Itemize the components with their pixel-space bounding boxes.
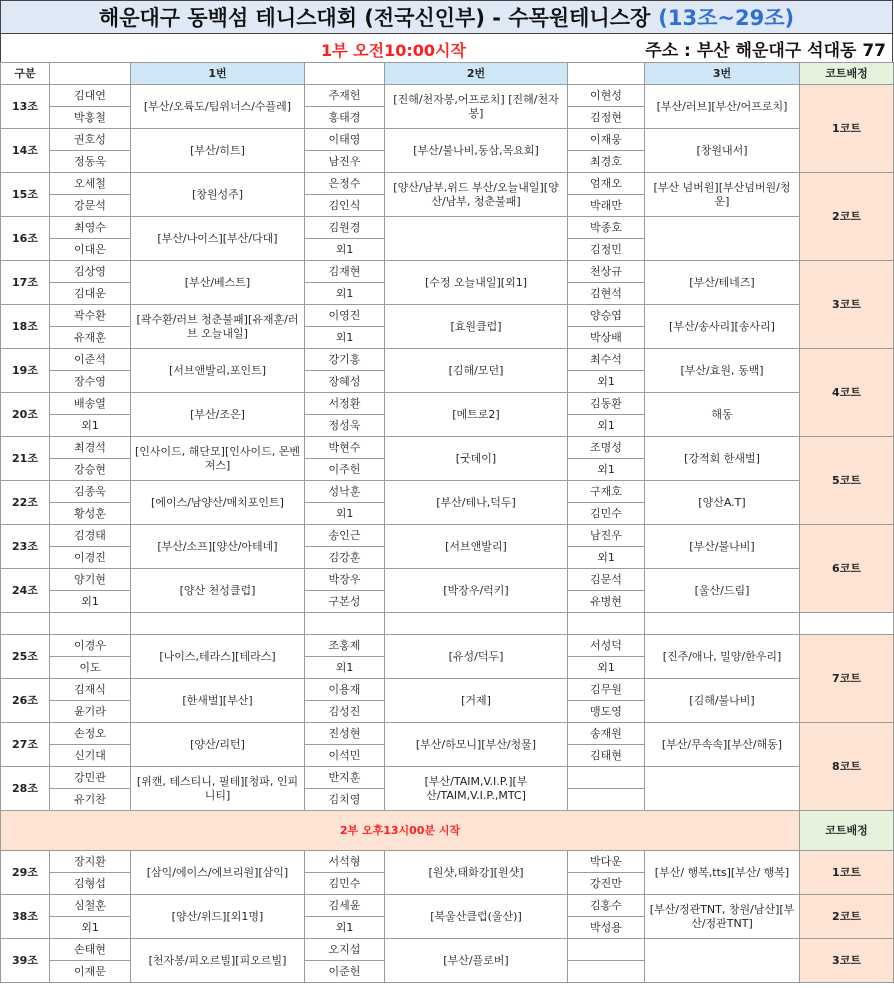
club-info: [양산/리턴]: [131, 723, 305, 767]
player-name: 김경태: [50, 525, 131, 547]
player-name: 손정오: [50, 723, 131, 745]
subtitle-bar: [0, 34, 893, 62]
spacer-cell: [131, 613, 305, 635]
header-court: 코트배정: [800, 63, 894, 85]
club-info: [강적회 한새벌]: [645, 437, 800, 481]
club-info: [김해/불나비]: [645, 679, 800, 723]
spacer-cell: [305, 613, 385, 635]
player-name: 박종호: [568, 217, 645, 239]
club-info: [부산/불나비,동삼,목요회]: [385, 129, 568, 173]
group-row: [1, 679, 894, 701]
group-label: 29조: [1, 851, 50, 895]
player-name: 김태현: [568, 745, 645, 767]
player-name: 외1: [568, 459, 645, 481]
group-label: 25조: [1, 635, 50, 679]
club-info: [에이스/남양산/매치포인트]: [131, 481, 305, 525]
player-name: 김재식: [50, 679, 131, 701]
player-name: 배송열: [50, 393, 131, 415]
player-name: 이경진: [50, 547, 131, 569]
club-info: [부산/러브][부산/어프로치]: [645, 85, 800, 129]
player-name: 강문석: [50, 195, 131, 217]
player-name: 외1: [568, 657, 645, 679]
spacer-cell: [385, 613, 568, 635]
player-name: 강기홍: [305, 349, 385, 371]
session2-label: 2부 오후13시00분 시작: [1, 811, 800, 851]
player-name: 김정민: [568, 239, 645, 261]
club-info: [양산/위드][외1명]: [131, 895, 305, 939]
player-name: 이준헌: [305, 961, 385, 983]
club-info: [부산/소프][양산/아테네]: [131, 525, 305, 569]
title-range: (13조~29조): [658, 6, 795, 30]
player-name: 주재헌: [305, 85, 385, 107]
player-name: 김대연: [50, 85, 131, 107]
player-name: 박장우: [305, 569, 385, 591]
group-label: 28조: [1, 767, 50, 811]
schedule-table: [0, 62, 894, 983]
session1-label: 1부 오전10:00시작: [321, 41, 466, 60]
club-info: [부산/오륙도/팀위너스/수플레]: [131, 85, 305, 129]
group-row: [1, 569, 894, 591]
court-assignment: 3코트: [800, 939, 894, 983]
group-label: 21조: [1, 437, 50, 481]
player-name: 윤기라: [50, 701, 131, 723]
player-name: 구재호: [568, 481, 645, 503]
player-name: 최경호: [568, 151, 645, 173]
player-name: 김종욱: [50, 481, 131, 503]
player-name: 김재현: [305, 261, 385, 283]
group-label: 13조: [1, 85, 50, 129]
player-name: 외1: [568, 547, 645, 569]
club-info: [진주/애나, 밀양/한우리]: [645, 635, 800, 679]
header-row: [1, 63, 894, 85]
group-row: [1, 129, 894, 151]
club-info: [거제]: [385, 679, 568, 723]
player-name: 최영수: [50, 217, 131, 239]
player-name: 진성현: [305, 723, 385, 745]
club-info: [부산/하모니][부산/청물]: [385, 723, 568, 767]
player-name: 심철훈: [50, 895, 131, 917]
title-main: 해운대구 동백섬 테니스대회 (전국신인부) - 수목원테니스장: [98, 6, 651, 30]
club-info: [진해/천자봉,어프로치] [진해/천자봉]: [385, 85, 568, 129]
player-name: 김민수: [305, 873, 385, 895]
player-name: 서성덕: [568, 635, 645, 657]
player-name: 외1: [50, 591, 131, 613]
player-name: 이준석: [50, 349, 131, 371]
player-name: 남진우: [305, 151, 385, 173]
club-info: [부산/조은]: [131, 393, 305, 437]
group-label: 39조: [1, 939, 50, 983]
spacer-cell: [1, 613, 50, 635]
player-name: 박래만: [568, 195, 645, 217]
player-name: 박현수: [305, 437, 385, 459]
player-name: 박성용: [568, 917, 645, 939]
club-info: [인사이드, 해단모][인사이드, 몬벤져스]: [131, 437, 305, 481]
player-name: 김형섭: [50, 873, 131, 895]
player-name: 양승엽: [568, 305, 645, 327]
player-name: 김현석: [568, 283, 645, 305]
player-name: 조명성: [568, 437, 645, 459]
player-name: 유기찬: [50, 789, 131, 811]
club-info: [효원클럽]: [385, 305, 568, 349]
club-info: [부산/정관TNT, 창원/남산][부산/정관TNT]: [645, 895, 800, 939]
club-info: [양산/남부,위드 부산/오늘내일][양산/남부, 청춘불패]: [385, 173, 568, 217]
player-name: 장지환: [50, 851, 131, 873]
player-name: 성낙훈: [305, 481, 385, 503]
player-name: 조홍제: [305, 635, 385, 657]
club-info: [울산/드림]: [645, 569, 800, 613]
group-row: [1, 481, 894, 503]
club-info: [부산/히트]: [131, 129, 305, 173]
club-info: [645, 217, 800, 261]
player-name: 유병현: [568, 591, 645, 613]
player-name: 구본성: [305, 591, 385, 613]
player-name: [568, 789, 645, 811]
group-label: 26조: [1, 679, 50, 723]
sheet-title: [0, 0, 893, 34]
header-slot2: 2번: [385, 63, 568, 85]
club-info: [나이스,테라스][테라스]: [131, 635, 305, 679]
group-label: 24조: [1, 569, 50, 613]
player-name: 서석형: [305, 851, 385, 873]
player-name: 곽수환: [50, 305, 131, 327]
player-name: 외1: [305, 283, 385, 305]
club-info: [서브앤발리,포인트]: [131, 349, 305, 393]
club-info: [서브앤발리]: [385, 525, 568, 569]
header-slot3: 3번: [645, 63, 800, 85]
player-name: 이대은: [50, 239, 131, 261]
player-name: 은정수: [305, 173, 385, 195]
player-name: 유재훈: [50, 327, 131, 349]
player-name: 오세철: [50, 173, 131, 195]
club-info: [부산/효원, 동백]: [645, 349, 800, 393]
group-row: [1, 525, 894, 547]
club-info: [위캔, 테스티니, 필테][청파, 인피니티]: [131, 767, 305, 811]
player-name: 정동욱: [50, 151, 131, 173]
player-name: 엄재오: [568, 173, 645, 195]
player-name: 송인근: [305, 525, 385, 547]
player-name: 김치영: [305, 789, 385, 811]
court-assignment: 1코트: [800, 851, 894, 895]
group-row: [1, 217, 894, 239]
group-label: 38조: [1, 895, 50, 939]
player-name: 이석민: [305, 745, 385, 767]
group-label: 18조: [1, 305, 50, 349]
player-name: 강승현: [50, 459, 131, 481]
group-row: [1, 895, 894, 917]
player-name: 장혜성: [305, 371, 385, 393]
club-info: [창원내서]: [645, 129, 800, 173]
player-name: 이경우: [50, 635, 131, 657]
club-info: [부산/베스트]: [131, 261, 305, 305]
group-row: [1, 723, 894, 745]
player-name: 김홍수: [568, 895, 645, 917]
player-name: 권호성: [50, 129, 131, 151]
club-info: [부산/TAIM,V.I.P.][부산/TAIM,V.I.P.,MTC]: [385, 767, 568, 811]
court-assignment: 3코트: [800, 261, 894, 349]
spacer-cell: [645, 613, 800, 635]
court-assignment: 1코트: [800, 85, 894, 173]
group-row: [1, 767, 894, 789]
player-name: 서정환: [305, 393, 385, 415]
player-name: 김원경: [305, 217, 385, 239]
group-label: 19조: [1, 349, 50, 393]
player-name: 손태현: [50, 939, 131, 961]
player-name: 외1: [305, 327, 385, 349]
group-label: 15조: [1, 173, 50, 217]
player-name: 이재문: [50, 961, 131, 983]
player-name: 최경석: [50, 437, 131, 459]
player-name: 이태영: [305, 129, 385, 151]
player-name: 최수석: [568, 349, 645, 371]
group-row: [1, 635, 894, 657]
player-name: 외1: [305, 657, 385, 679]
player-name: 황성훈: [50, 503, 131, 525]
player-name: 강민관: [50, 767, 131, 789]
club-info: [원샷,태화강][원샷]: [385, 851, 568, 895]
club-info: [부산/나이스][부산/다대]: [131, 217, 305, 261]
group-label: 16조: [1, 217, 50, 261]
player-name: 정성욱: [305, 415, 385, 437]
club-info: [북울산클럽(울산)]: [385, 895, 568, 939]
player-name: 외1: [305, 917, 385, 939]
group-label: 14조: [1, 129, 50, 173]
player-name: 김성진: [305, 701, 385, 723]
club-info: [양산 천성클럽]: [131, 569, 305, 613]
club-info: [굿데이]: [385, 437, 568, 481]
player-name: 남진우: [568, 525, 645, 547]
group-label: 17조: [1, 261, 50, 305]
player-name: 양기현: [50, 569, 131, 591]
group-row: [1, 393, 894, 415]
club-info: [부산/테나,덕두]: [385, 481, 568, 525]
player-name: 이용재: [305, 679, 385, 701]
group-label: 27조: [1, 723, 50, 767]
player-name: 외1: [50, 415, 131, 437]
player-name: [568, 961, 645, 983]
session2-court-header: 코트배정: [800, 811, 894, 851]
player-name: 장수영: [50, 371, 131, 393]
court-assignment: 7코트: [800, 635, 894, 723]
address-label: 주소 : 부산 해운대구 석대동 77: [645, 41, 886, 61]
player-name: 외1: [568, 415, 645, 437]
player-name: 이주헌: [305, 459, 385, 481]
club-info: [수정 오늘내일][외1]: [385, 261, 568, 305]
court-assignment: 4코트: [800, 349, 894, 437]
player-name: 김대운: [50, 283, 131, 305]
player-name: 외1: [50, 917, 131, 939]
player-name: 김민수: [568, 503, 645, 525]
player-name: 외1: [568, 371, 645, 393]
club-info: [부산/송사리][송사리]: [645, 305, 800, 349]
club-info: [유성/덕두]: [385, 635, 568, 679]
court-assignment: 5코트: [800, 437, 894, 525]
spacer-cell: [800, 613, 894, 635]
player-name: 김동환: [568, 393, 645, 415]
player-name: 이도: [50, 657, 131, 679]
player-name: 김상영: [50, 261, 131, 283]
group-row: [1, 85, 894, 107]
club-info: [부산/불나비]: [645, 525, 800, 569]
header-slot1: 1번: [131, 63, 305, 85]
player-name: [568, 767, 645, 789]
player-name: 홍태경: [305, 107, 385, 129]
player-name: 박상배: [568, 327, 645, 349]
club-info: [천자봉/피오르빌][피오르빌]: [131, 939, 305, 983]
club-info: [한새벌][부산]: [131, 679, 305, 723]
player-name: 신기대: [50, 745, 131, 767]
group-row: [1, 349, 894, 371]
player-name: 오지섭: [305, 939, 385, 961]
player-name: 박홍철: [50, 107, 131, 129]
player-name: 반지훈: [305, 767, 385, 789]
player-name: 김인식: [305, 195, 385, 217]
club-info: [385, 217, 568, 261]
group-row: [1, 939, 894, 961]
club-info: [부산/무속속][부산/해동]: [645, 723, 800, 767]
club-info: [645, 939, 800, 983]
club-info: [김해/모던]: [385, 349, 568, 393]
club-info: [부산/ 행복,tts][부산/ 행복]: [645, 851, 800, 895]
spacer-cell: [50, 613, 131, 635]
header-group: 구분: [1, 63, 50, 85]
spacer-row: [1, 613, 894, 635]
club-info: 해동: [645, 393, 800, 437]
group-row: [1, 851, 894, 873]
club-info: [부산/테네즈]: [645, 261, 800, 305]
club-info: [메트로2]: [385, 393, 568, 437]
player-name: [568, 939, 645, 961]
club-info: [645, 767, 800, 811]
group-row: [1, 173, 894, 195]
club-info: [부산 넘버원][부산넘버원/청운]: [645, 173, 800, 217]
club-info: [삼익/에이스/에브리원][삼익]: [131, 851, 305, 895]
player-name: 외1: [305, 503, 385, 525]
player-name: 천상규: [568, 261, 645, 283]
player-name: 이재웅: [568, 129, 645, 151]
group-row: [1, 305, 894, 327]
group-label: 20조: [1, 393, 50, 437]
group-row: [1, 437, 894, 459]
club-info: [박장우/럭키]: [385, 569, 568, 613]
player-name: 김정현: [568, 107, 645, 129]
player-name: 김문석: [568, 569, 645, 591]
court-assignment: 2코트: [800, 173, 894, 261]
player-name: 김강훈: [305, 547, 385, 569]
player-name: 맹도영: [568, 701, 645, 723]
club-info: [양산A.T]: [645, 481, 800, 525]
spacer-cell: [568, 613, 645, 635]
player-name: 강진만: [568, 873, 645, 895]
group-label: 22조: [1, 481, 50, 525]
club-info: [창원성주]: [131, 173, 305, 217]
player-name: 이영진: [305, 305, 385, 327]
group-row: [1, 261, 894, 283]
player-name: 김세윤: [305, 895, 385, 917]
court-assignment: 2코트: [800, 895, 894, 939]
player-name: 이현성: [568, 85, 645, 107]
player-name: 외1: [305, 239, 385, 261]
session2-row: [1, 811, 894, 851]
court-assignment: 8코트: [800, 723, 894, 811]
player-name: 송재원: [568, 723, 645, 745]
group-label: 23조: [1, 525, 50, 569]
player-name: 김무원: [568, 679, 645, 701]
player-name: 박다운: [568, 851, 645, 873]
club-info: [부산/플로버]: [385, 939, 568, 983]
court-assignment: 6코트: [800, 525, 894, 613]
club-info: [곽수환/러브 청춘불패][유재훈/러브 오늘내일]: [131, 305, 305, 349]
